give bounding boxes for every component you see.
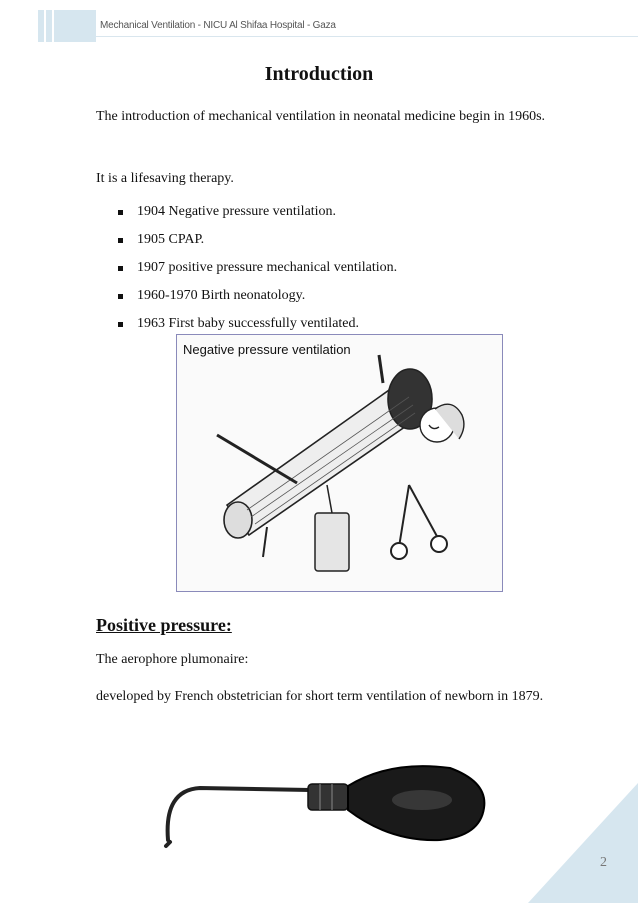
section-heading-positive-pressure: Positive pressure: [96,615,232,635]
bullet-icon [118,266,123,271]
header-rule [96,36,638,37]
bullet-icon [118,210,123,215]
timeline-list [118,198,397,338]
corner-decoration [528,783,638,903]
intro-paragraph-1: The introduction of mechanical ventilation in neonatal medicine begin in 1960s. [96,109,546,124]
positive-paragraph-1: The aerophore plumonaire: [96,652,249,667]
list-item: 1904 Negative pressure ventilation. [118,198,397,226]
positive-paragraph-2: developed by French obstetrician for short term ventilation of newborn in 1879. [96,689,544,704]
negative-pressure-figure [176,334,503,592]
list-item: 1907 positive pressure mechanical ventilation. [118,254,397,282]
running-header: Mechanical Ventilation - NICU Al Shifaa Hospital - Gaza [100,20,336,31]
bullet-icon [118,322,123,327]
list-item: 1960-1970 Birth neonatology. [118,282,397,310]
bullet-icon [118,238,123,243]
page-title: Introduction [264,63,374,85]
bullet-icon [118,294,123,299]
list-item: 1905 CPAP. [118,226,397,254]
aerophore-illustration [160,760,490,850]
intro-paragraph-2: It is a lifesaving therapy. [96,171,234,186]
iron-lung-illustration [177,335,502,591]
figure-caption: Negative pressure ventilation [183,342,351,357]
page-number: 2 [600,855,607,870]
list-item: 1963 First baby successfully ventilated. [118,310,397,338]
